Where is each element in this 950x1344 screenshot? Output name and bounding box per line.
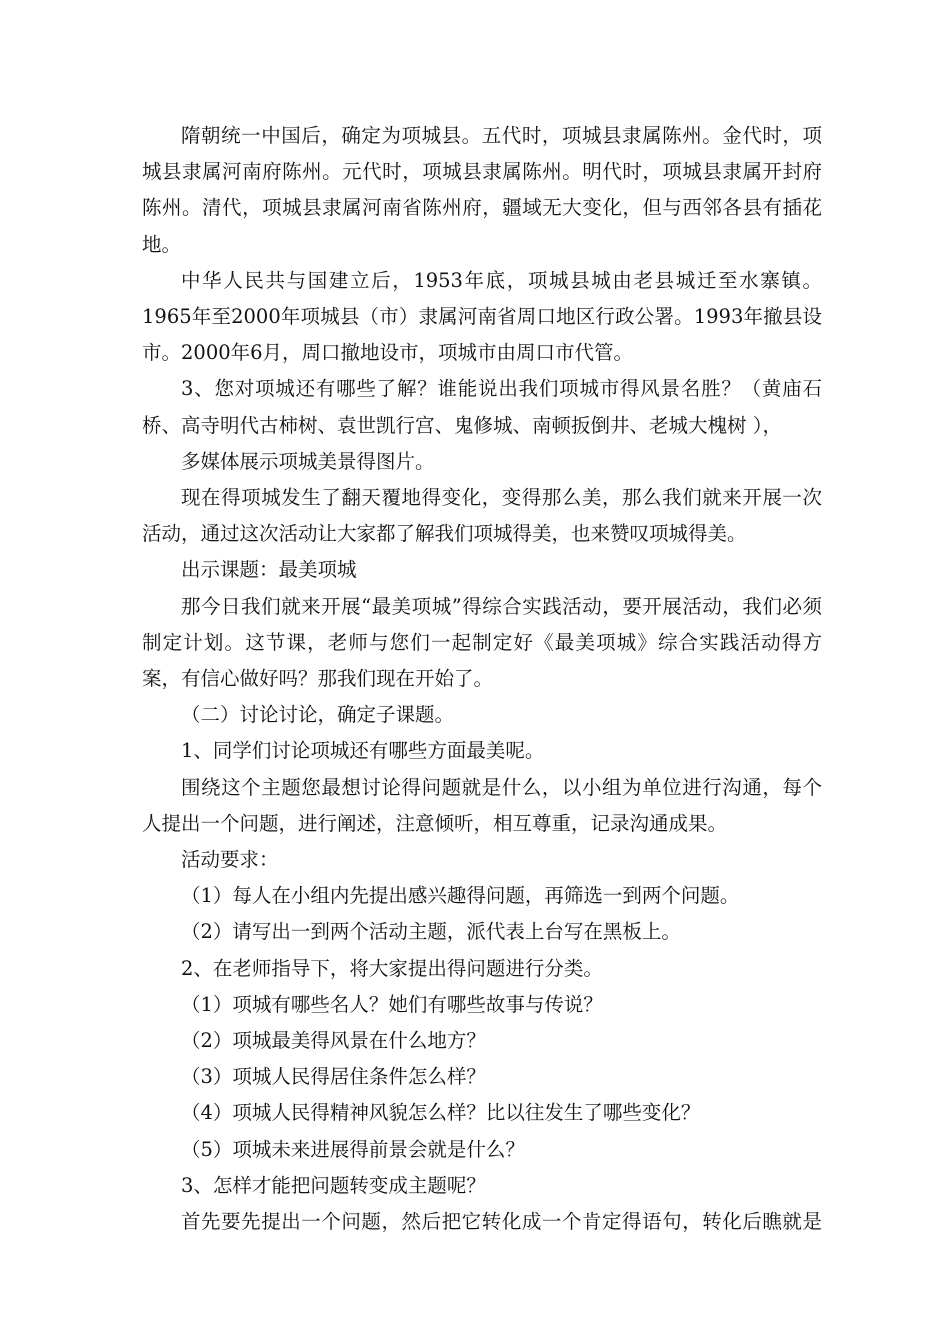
list-item-question-5: （5）项城未来进展得前景会就是什么？ xyxy=(181,1137,525,1161)
list-item-question-3: （3）项城人民得居住条件怎么样？ xyxy=(181,1065,486,1089)
paragraph-group-discussion: 围绕这个主题您最想讨论得问题就是什么，以小组为单位进行沟通，每个人提出一个问题，进行阐述，注意倾听，相互尊重，记录沟通成果。 xyxy=(142,775,822,835)
paragraph-sui-dynasty-history: 隋朝统一中国后，确定为项城县。五代时，项城县隶属陈州。金代时，项城县隶属河南府陈州。元代时，项城县隶属陈州。明代时，项城县隶属开封府陈州。清代，项城县隶属河南省陈州府，疆域无大变化，但与西邻各县有插花地。 xyxy=(142,124,822,256)
paragraph-scenic-spots-question: 3、您对项城还有哪些了解？谁能说出我们项城市得风景名胜？（黄庙石桥、高寺明代古柿树、袁世凯行宫、鬼修城、南顿扳倒井、老城大槐树 ）， xyxy=(142,377,822,437)
document-body xyxy=(142,118,822,1240)
list-item-question-1: （1）项城有哪些名人？她们有哪些故事与传说？ xyxy=(181,992,603,1016)
list-item-requirement-1: （1）每人在小组内先提出感兴趣得问题，再筛选一到两个问题。 xyxy=(181,884,740,908)
paragraph-step-1: 1、同学们讨论项城还有哪些方面最美呢。 xyxy=(181,739,545,763)
list-item-requirement-2: （2）请写出一到两个活动主题，派代表上台写在黑板上。 xyxy=(181,920,681,944)
paragraph-topic: 出示课题：最美项城 xyxy=(181,558,357,582)
paragraph-convert-question: 首先要先提出一个问题，然后把它转化成一个肯定得语句，转化后瞧就是 xyxy=(181,1210,822,1234)
paragraph-plan: 那今日我们就来开展“最美项城”得综合实践活动，要开展活动，我们必须制定计划。这节课，老师与您们一起制定好《最美项城》综合实践活动得方案，有信心做好吗？那我们现在开始了。 xyxy=(142,594,822,691)
paragraph-prc-history: 中华人民共与国建立后，1953年底，项城县城由老县城迁至水寨镇。1965年至2000年项城县（市）隶属河南省周口地区行政公署。1993年撤县设市。2000年6月，周口撤地设市，项城市由周口市代管。 xyxy=(142,268,822,365)
section-heading-discussion: （二）讨论讨论，确定子课题。 xyxy=(181,703,455,727)
paragraph-activity-requirements: 活动要求： xyxy=(181,848,279,872)
paragraph-multimedia: 多媒体展示项城美景得图片。 xyxy=(181,449,435,473)
paragraph-step-3: 3、怎样才能把问题转变成主题呢？ xyxy=(181,1173,486,1197)
paragraph-step-2: 2、在老师指导下，将大家提出得问题进行分类。 xyxy=(181,956,603,980)
list-item-question-4: （4）项城人民得精神风貌怎么样？比以往发生了哪些变化？ xyxy=(181,1101,701,1125)
paragraph-changes: 现在得项城发生了翻天覆地得变化，变得那么美，那么我们就来开展一次活动，通过这次活动让大家都了解我们项城得美，也来赞叹项城得美。 xyxy=(142,486,822,546)
list-item-question-2: （2）项城最美得风景在什么地方？ xyxy=(181,1029,486,1053)
